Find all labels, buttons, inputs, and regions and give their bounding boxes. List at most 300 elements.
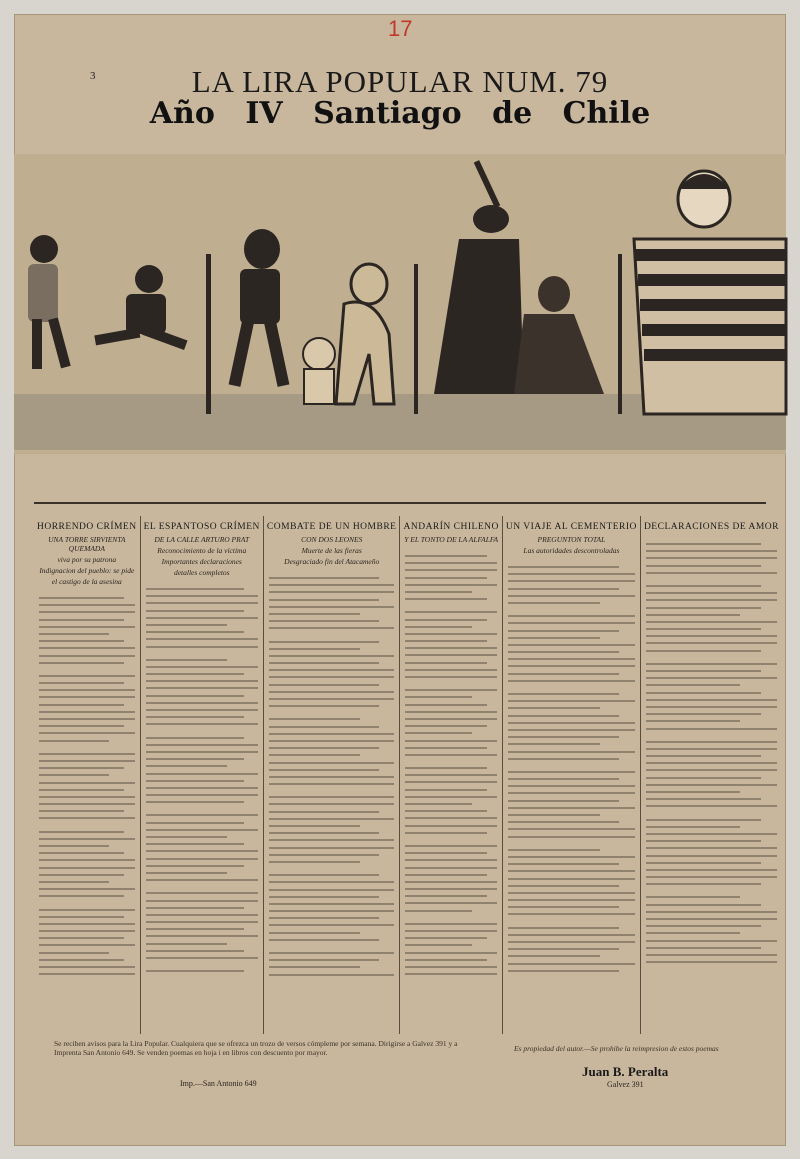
verse-line [646, 816, 761, 823]
verse-line [39, 771, 109, 778]
verse-line [39, 652, 135, 659]
verse-line [646, 562, 761, 569]
column-subtitle: el castigo de la asesina [51, 577, 122, 586]
column-3 [263, 516, 400, 1034]
sheet-number: 17 [388, 16, 413, 41]
verse-line [405, 644, 496, 651]
verse-line [508, 938, 635, 945]
verse-line [646, 696, 777, 703]
verse-line [508, 670, 619, 677]
small-child-figure [303, 338, 335, 404]
verse-line [39, 693, 135, 700]
verse-line [146, 762, 227, 769]
verse-line [269, 574, 379, 581]
column-title: UN VIAJE AL CEMENTERIO [505, 522, 637, 532]
verse-line [39, 701, 124, 708]
author-signature: Juan B. Peralta [582, 1064, 669, 1079]
verse-line [269, 723, 379, 730]
verse-line [39, 828, 124, 835]
verse-line [646, 569, 777, 576]
verse-line [405, 842, 496, 849]
verse-line [646, 781, 777, 788]
verse-line [405, 949, 496, 956]
verse-line [646, 554, 777, 561]
verse-line [508, 846, 600, 853]
verse-line [646, 703, 777, 710]
verse-line [646, 681, 741, 688]
verse-line [646, 788, 741, 795]
verse-line [508, 641, 635, 648]
verse-line [508, 634, 600, 641]
verse-line [405, 708, 496, 715]
verse-line [646, 738, 777, 745]
verse-line [405, 899, 496, 906]
verse-line [39, 970, 135, 977]
verse-line [508, 896, 635, 903]
verse-line [508, 592, 635, 599]
verse-line [146, 967, 245, 974]
column-subtitle: PREGUNTON TOTAL [537, 535, 606, 544]
verse-line [646, 589, 777, 596]
broadsheet [14, 14, 786, 1146]
verse-line [269, 766, 379, 773]
verse-line [508, 677, 635, 684]
verse-line [146, 784, 258, 791]
verse-line [39, 679, 124, 686]
verse-line [508, 655, 635, 662]
verse-line [146, 826, 258, 833]
verse-line [508, 811, 600, 818]
verse-line [146, 911, 258, 918]
verse-line [508, 867, 635, 874]
verse-line [508, 719, 635, 726]
verse-line [646, 604, 761, 611]
column-subtitle: UNA TORRE SIRVIENTA QUEMADA [48, 535, 126, 553]
verse-line [39, 630, 109, 637]
verse-line [146, 811, 258, 818]
verse-line [405, 722, 486, 729]
verse-line [269, 751, 360, 758]
verse-line [39, 594, 124, 601]
verse-line [269, 603, 395, 610]
verse-line [405, 786, 486, 793]
verse-line [508, 712, 619, 719]
verse-line [508, 697, 635, 704]
verse-line [146, 663, 258, 670]
verse-line [508, 889, 635, 896]
verse-line [405, 892, 486, 899]
verse-line [269, 808, 379, 815]
verse-line [146, 889, 258, 896]
verse-line [39, 757, 135, 764]
verse-line [508, 818, 619, 825]
verse-line [146, 656, 227, 663]
verse-line [269, 688, 395, 695]
verse-line [146, 897, 258, 904]
footer-note: Se reciben avisos para la Lira Popular. Cualquiera que se ofrezca un trozo de versos cómpleme por semana. Dirigirse a Galvez 391 y a Imprenta San Antonio 649. Se venden poemas en hoja i en libros con descuento por mayor. [54, 1039, 458, 1057]
verse-line [405, 616, 486, 623]
verse-line [646, 958, 777, 965]
corner-mark: 3 [90, 70, 96, 82]
verse-line [508, 860, 619, 867]
verse-line [39, 623, 135, 630]
verse-line [405, 659, 486, 666]
column-subtitle: Desgraciado fin del Atacameño [284, 557, 380, 566]
verse-line [646, 745, 777, 752]
verse-line [39, 849, 124, 856]
verse-line [646, 689, 761, 696]
column-title: HORRENDO CRÍMEN [37, 522, 137, 532]
verse-line [646, 937, 777, 944]
verse-line [646, 632, 777, 639]
verse-line [269, 596, 379, 603]
verse-line [269, 610, 360, 617]
verse-line [646, 582, 761, 589]
verse-line [405, 864, 496, 871]
verse-line [646, 908, 777, 915]
verse-line [39, 672, 135, 679]
verse-line [405, 793, 496, 800]
verse-line [646, 844, 777, 851]
verse-line [39, 793, 135, 800]
verse-line [508, 910, 635, 917]
verse-line [646, 901, 761, 908]
verse-line [405, 878, 496, 885]
verse-line [508, 619, 635, 626]
verse-line [146, 614, 258, 621]
verse-line [646, 929, 741, 936]
verse-line [269, 715, 360, 722]
verse-line [269, 949, 395, 956]
verse-block [506, 563, 637, 974]
verse-line [39, 601, 135, 608]
column-subtitle: Reconocimiento de la víctima [157, 546, 247, 555]
verse-line [39, 934, 124, 941]
verse-block [37, 594, 137, 983]
verse-line [269, 971, 395, 978]
verse-line [646, 618, 777, 625]
column-subtitle: Muerte de las fieras [301, 546, 362, 555]
verse-line [39, 786, 124, 793]
verse-line [646, 893, 741, 900]
verse-line [405, 608, 496, 615]
verse-line [508, 903, 619, 910]
verse-line [146, 833, 227, 840]
verse-line [146, 940, 227, 947]
verse-line [269, 638, 379, 645]
verse-line [39, 722, 124, 729]
verse-line [269, 907, 395, 914]
verse-line [508, 853, 635, 860]
verse-line [269, 773, 395, 780]
verse-line [39, 686, 135, 693]
verse-line [39, 835, 135, 842]
verse-line [39, 878, 109, 885]
verse-line [646, 873, 777, 880]
verse-line [269, 793, 395, 800]
verse-line [39, 949, 109, 956]
verse-line [405, 595, 486, 602]
verse-line [39, 963, 135, 970]
verse-line [646, 915, 777, 922]
verse-line [508, 585, 619, 592]
verse-line [146, 876, 258, 883]
verse-line [405, 927, 496, 934]
verse-line [646, 547, 777, 554]
verse-line [269, 702, 379, 709]
verse-line [646, 922, 761, 929]
verse-line [508, 875, 635, 882]
woodcut-illustration [14, 154, 786, 454]
verse-line [508, 952, 600, 959]
verse-line [405, 744, 486, 751]
verse-line [269, 836, 395, 843]
verse-line [146, 621, 227, 628]
verse-line [39, 715, 135, 722]
verse-line [269, 617, 379, 624]
verse-line [508, 726, 635, 733]
verse-line [146, 734, 245, 741]
author-address: Galvez 391 [607, 1080, 644, 1089]
verse-line [146, 670, 245, 677]
verse-columns [34, 516, 779, 1034]
verse-line [269, 963, 360, 970]
verse-line [39, 729, 135, 736]
page-subtitle: Año IV Santiago de Chile [149, 96, 651, 131]
verse-line [405, 822, 496, 829]
verse-line [269, 624, 395, 631]
verse-line [269, 744, 379, 751]
verse-line [508, 748, 635, 755]
verse-line [508, 825, 635, 832]
verse-line [146, 798, 245, 805]
verse-line [39, 941, 135, 948]
verse-block [403, 552, 498, 977]
verse-line [405, 552, 486, 559]
verse-line [269, 759, 395, 766]
verse-line [405, 673, 496, 680]
verse-line [508, 648, 619, 655]
verse-line [405, 623, 472, 630]
verse-line [269, 673, 395, 680]
verse-line [646, 647, 761, 654]
verse-line [269, 929, 360, 936]
verse-line [269, 681, 379, 688]
verse-line [269, 956, 379, 963]
verse-line [146, 904, 245, 911]
verse-line [508, 782, 635, 789]
verse-line [269, 936, 379, 943]
verse-line [269, 914, 379, 921]
verse-line [39, 750, 135, 757]
verse-line [39, 708, 135, 715]
verse-line [146, 592, 258, 599]
verse-line [646, 837, 761, 844]
verse-line [508, 733, 619, 740]
verse-line [646, 795, 761, 802]
column-title: ANDARÍN CHILENO [403, 522, 499, 532]
verse-line [146, 770, 258, 777]
verse-line [39, 906, 135, 913]
verse-line [405, 829, 486, 836]
verse-line [146, 643, 258, 650]
verse-line [39, 913, 124, 920]
verse-line [646, 752, 761, 759]
verse-line [269, 871, 379, 878]
verse-line [646, 766, 777, 773]
column-subtitle: CON DOS LEONES [301, 535, 363, 544]
verse-line [146, 932, 258, 939]
verse-line [405, 941, 472, 948]
verse-line [39, 956, 124, 963]
verse-line [405, 751, 496, 758]
verse-line [269, 900, 395, 907]
verse-line [39, 779, 135, 786]
verse-line [508, 662, 635, 669]
verse-line [39, 814, 135, 821]
verse-line [146, 748, 258, 755]
verse-line [39, 608, 135, 615]
verse-line [269, 851, 379, 858]
verse-line [146, 918, 258, 925]
verse-line [646, 866, 777, 873]
verse-block [144, 585, 260, 974]
verse-line [269, 652, 395, 659]
verse-line [405, 907, 472, 914]
verse-line [146, 720, 258, 727]
verse-block [267, 574, 397, 978]
verse-line [508, 768, 635, 775]
verse-line [646, 639, 777, 646]
verse-line [269, 822, 360, 829]
verse-line [146, 692, 245, 699]
verse-line [646, 611, 741, 618]
verse-line [39, 892, 124, 899]
verse-block [644, 540, 779, 971]
verse-line [269, 878, 395, 885]
verse-line [646, 625, 761, 632]
verse-line [39, 920, 135, 927]
verse-line [644, 965, 779, 971]
verse-line [39, 764, 124, 771]
verse-line [146, 840, 245, 847]
verse-line [405, 715, 496, 722]
verse-line [146, 755, 245, 762]
verse-line [146, 628, 245, 635]
divider-rule [34, 502, 766, 504]
verse-line [646, 951, 777, 958]
verse-line [39, 807, 124, 814]
verse-line [146, 947, 245, 954]
verse-line [146, 777, 245, 784]
verse-line [269, 737, 395, 744]
page-title: LA LIRA POPULAR NUM. 79 [191, 64, 609, 99]
verse-line [405, 920, 496, 927]
verse-line [39, 864, 135, 871]
verse-line [146, 585, 245, 592]
verse-line [146, 599, 258, 606]
verse-line [37, 977, 137, 983]
verse-line [405, 800, 472, 807]
verse-line [508, 960, 635, 967]
verse-line [146, 699, 258, 706]
verse-line [269, 695, 395, 702]
verse-line [646, 717, 741, 724]
verse-line [405, 814, 496, 821]
verse-line [508, 690, 619, 697]
verse-line [146, 706, 258, 713]
printer-imprint: Imp.—San Antonio 649 [180, 1079, 257, 1088]
verse-line [405, 849, 486, 856]
verse-line [405, 771, 496, 778]
verse-line [269, 858, 360, 865]
verse-line [405, 701, 486, 708]
verse-line [146, 869, 227, 876]
verse-line [508, 931, 635, 938]
verse-line [405, 630, 496, 637]
verse-line [646, 880, 761, 887]
verse-line [508, 704, 600, 711]
verse-line [39, 737, 109, 744]
column-subtitle: Indignacion del pueblo: se pide [39, 566, 135, 575]
verse-line [269, 815, 395, 822]
verse-line [646, 852, 777, 859]
column-4 [399, 516, 501, 1034]
column-subtitle: Y EL TONTO DE LA ALFALFA [404, 535, 499, 544]
verse-line [646, 660, 777, 667]
verse-line [405, 566, 496, 573]
verse-line [269, 921, 395, 928]
verse-line [405, 778, 496, 785]
column-2 [140, 516, 263, 1034]
verse-line [39, 856, 135, 863]
column-6 [640, 516, 782, 1034]
column-title: EL ESPANTOSO CRÍMEN [143, 522, 260, 532]
verse-line [146, 855, 258, 862]
verse-line [39, 616, 124, 623]
verse-line [146, 607, 245, 614]
verse-line [39, 842, 109, 849]
verse-line [508, 570, 635, 577]
verse-line [508, 945, 619, 952]
verse-line [405, 871, 486, 878]
verse-line [269, 588, 395, 595]
verse-line [646, 802, 777, 809]
verse-line [508, 755, 619, 762]
verse-line [269, 886, 395, 893]
column-1 [34, 516, 140, 1034]
verse-line [269, 645, 360, 652]
verse-line [646, 759, 777, 766]
column-title: DECLARACIONES DE AMOR [643, 522, 779, 532]
verse-line [39, 927, 135, 934]
verse-line [508, 612, 635, 619]
verse-line [269, 780, 395, 787]
verse-line [39, 885, 135, 892]
verse-line [508, 882, 619, 889]
column-5 [502, 516, 640, 1034]
column-subtitle: Las autoridades descontroladas [523, 546, 620, 555]
verse-line [405, 956, 486, 963]
verse-line [405, 559, 496, 566]
verse-line [405, 764, 486, 771]
column-subtitle: detalles completos [173, 568, 230, 577]
verse-line [269, 893, 379, 900]
verse-line [508, 599, 600, 606]
verse-line [269, 666, 395, 673]
verse-line [269, 659, 379, 666]
verse-line [646, 540, 761, 547]
